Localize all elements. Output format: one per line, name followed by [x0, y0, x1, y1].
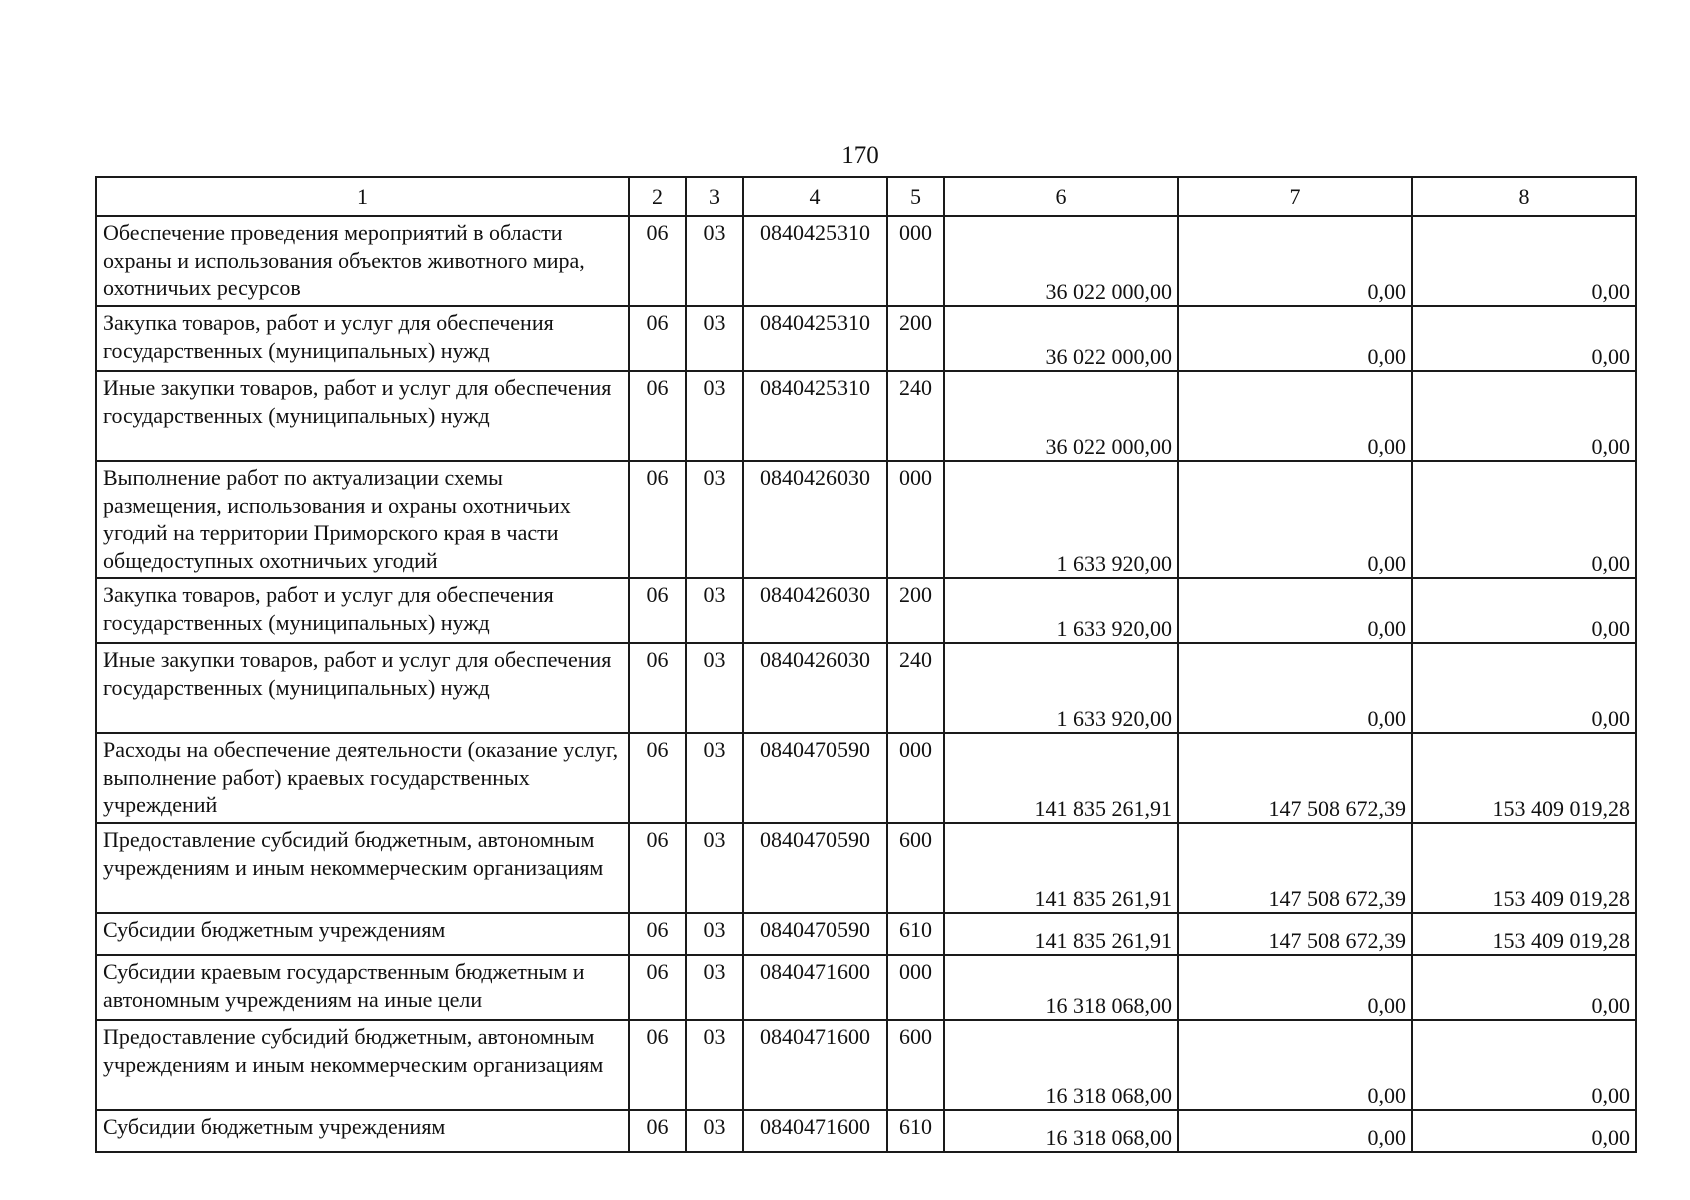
expense-type-cell: 000: [887, 733, 944, 823]
row-name-cell: Иные закупки товаров, работ и услуг для обеспечения государственных (муниципальных) нужд: [96, 371, 629, 461]
target-article-cell: 0840471600: [743, 955, 887, 1020]
amount-col6-cell: 16 318 068,00: [944, 1020, 1178, 1110]
amount-col6-cell: 141 835 261,91: [944, 913, 1178, 955]
expense-type-cell: 610: [887, 913, 944, 955]
expense-type-cell: 200: [887, 578, 944, 643]
table-row: [96, 643, 1636, 733]
amount-col6-cell: 36 022 000,00: [944, 371, 1178, 461]
amount-col8-cell: 0,00: [1412, 371, 1636, 461]
table-header-row: [96, 177, 1636, 216]
amount-col7-cell: 147 508 672,39: [1178, 823, 1412, 913]
amount-col8-cell: 0,00: [1412, 955, 1636, 1020]
target-article-cell: 0840470590: [743, 823, 887, 913]
amount-col8-cell: 0,00: [1412, 1110, 1636, 1152]
amount-col8-cell: 0,00: [1412, 216, 1636, 306]
target-article-cell: 0840425310: [743, 306, 887, 371]
podrazdel-cell: 03: [686, 306, 743, 371]
razdel-cell: 06: [629, 216, 686, 306]
podrazdel-cell: 03: [686, 823, 743, 913]
razdel-cell: 06: [629, 643, 686, 733]
target-article-cell: 0840426030: [743, 461, 887, 578]
amount-col6-cell: 1 633 920,00: [944, 643, 1178, 733]
table-row: [96, 216, 1636, 306]
razdel-cell: 06: [629, 371, 686, 461]
row-name-cell: Расходы на обеспечение деятельности (оказание услуг, выполнение работ) краевых государственных учреждений: [96, 733, 629, 823]
row-name-cell: Субсидии краевым государственным бюджетным и автономным учреждениям на иные цели: [96, 955, 629, 1020]
row-name-cell: Предоставление субсидий бюджетным, автономным учреждениям и иным некоммерческим организациям: [96, 1020, 629, 1110]
expense-type-cell: 000: [887, 461, 944, 578]
column-header: 7: [1178, 177, 1412, 216]
expense-type-cell: 240: [887, 643, 944, 733]
table-row: [96, 823, 1636, 913]
amount-col7-cell: 0,00: [1178, 1020, 1412, 1110]
amount-col8-cell: 0,00: [1412, 306, 1636, 371]
table-row: [96, 955, 1636, 1020]
expense-type-cell: 200: [887, 306, 944, 371]
amount-col7-cell: 0,00: [1178, 578, 1412, 643]
target-article-cell: 0840470590: [743, 733, 887, 823]
amount-col8-cell: 0,00: [1412, 578, 1636, 643]
podrazdel-cell: 03: [686, 371, 743, 461]
amount-col8-cell: 153 409 019,28: [1412, 733, 1636, 823]
column-header: 6: [944, 177, 1178, 216]
amount-col7-cell: 147 508 672,39: [1178, 913, 1412, 955]
column-header: 3: [686, 177, 743, 216]
podrazdel-cell: 03: [686, 1110, 743, 1152]
target-article-cell: 0840471600: [743, 1020, 887, 1110]
amount-col7-cell: 0,00: [1178, 216, 1412, 306]
column-header: 2: [629, 177, 686, 216]
amount-col7-cell: 147 508 672,39: [1178, 733, 1412, 823]
amount-col7-cell: 0,00: [1178, 461, 1412, 578]
amount-col6-cell: 141 835 261,91: [944, 823, 1178, 913]
target-article-cell: 0840471600: [743, 1110, 887, 1152]
amount-col8-cell: 0,00: [1412, 643, 1636, 733]
amount-col6-cell: 1 633 920,00: [944, 578, 1178, 643]
table-row: [96, 913, 1636, 955]
razdel-cell: 06: [629, 823, 686, 913]
target-article-cell: 0840426030: [743, 578, 887, 643]
budget-table: [95, 176, 1637, 1153]
table-row: [96, 371, 1636, 461]
razdel-cell: 06: [629, 913, 686, 955]
table-row: [96, 578, 1636, 643]
amount-col8-cell: 0,00: [1412, 461, 1636, 578]
podrazdel-cell: 03: [686, 578, 743, 643]
amount-col6-cell: 36 022 000,00: [944, 216, 1178, 306]
amount-col7-cell: 0,00: [1178, 306, 1412, 371]
row-name-cell: Субсидии бюджетным учреждениям: [96, 913, 629, 955]
column-header: 8: [1412, 177, 1636, 216]
expense-type-cell: 610: [887, 1110, 944, 1152]
podrazdel-cell: 03: [686, 733, 743, 823]
amount-col6-cell: 16 318 068,00: [944, 1110, 1178, 1152]
amount-col7-cell: 0,00: [1178, 643, 1412, 733]
row-name-cell: Обеспечение проведения мероприятий в области охраны и использования объектов животного мира, охотничьих ресурсов: [96, 216, 629, 306]
column-header: 5: [887, 177, 944, 216]
podrazdel-cell: 03: [686, 461, 743, 578]
amount-col6-cell: 16 318 068,00: [944, 955, 1178, 1020]
expense-type-cell: 600: [887, 823, 944, 913]
row-name-cell: Предоставление субсидий бюджетным, автономным учреждениям и иным некоммерческим организациям: [96, 823, 629, 913]
table-row: [96, 733, 1636, 823]
podrazdel-cell: 03: [686, 1020, 743, 1110]
row-name-cell: Закупка товаров, работ и услуг для обеспечения государственных (муниципальных) нужд: [96, 306, 629, 371]
amount-col6-cell: 1 633 920,00: [944, 461, 1178, 578]
column-header: 4: [743, 177, 887, 216]
razdel-cell: 06: [629, 733, 686, 823]
row-name-cell: Выполнение работ по актуализации схемы размещения, использования и охраны охотничьих угодий на территории Приморского края в части общедоступных охотничьих угодий: [96, 461, 629, 578]
razdel-cell: 06: [629, 1020, 686, 1110]
razdel-cell: 06: [629, 955, 686, 1020]
razdel-cell: 06: [629, 461, 686, 578]
amount-col7-cell: 0,00: [1178, 371, 1412, 461]
target-article-cell: 0840470590: [743, 913, 887, 955]
amount-col7-cell: 0,00: [1178, 955, 1412, 1020]
table-row: [96, 1020, 1636, 1110]
page-number: 170: [841, 142, 879, 169]
amount-col8-cell: 153 409 019,28: [1412, 823, 1636, 913]
table-row: [96, 1110, 1636, 1152]
podrazdel-cell: 03: [686, 643, 743, 733]
expense-type-cell: 000: [887, 216, 944, 306]
table-row: [96, 461, 1636, 578]
podrazdel-cell: 03: [686, 955, 743, 1020]
podrazdel-cell: 03: [686, 216, 743, 306]
amount-col6-cell: 141 835 261,91: [944, 733, 1178, 823]
table-row: [96, 306, 1636, 371]
column-header: 1: [96, 177, 629, 216]
target-article-cell: 0840425310: [743, 216, 887, 306]
expense-type-cell: 600: [887, 1020, 944, 1110]
podrazdel-cell: 03: [686, 913, 743, 955]
amount-col8-cell: 0,00: [1412, 1020, 1636, 1110]
expense-type-cell: 000: [887, 955, 944, 1020]
row-name-cell: Иные закупки товаров, работ и услуг для обеспечения государственных (муниципальных) нужд: [96, 643, 629, 733]
razdel-cell: 06: [629, 1110, 686, 1152]
target-article-cell: 0840426030: [743, 643, 887, 733]
razdel-cell: 06: [629, 578, 686, 643]
row-name-cell: Закупка товаров, работ и услуг для обеспечения государственных (муниципальных) нужд: [96, 578, 629, 643]
razdel-cell: 06: [629, 306, 686, 371]
expense-type-cell: 240: [887, 371, 944, 461]
target-article-cell: 0840425310: [743, 371, 887, 461]
row-name-cell: Субсидии бюджетным учреждениям: [96, 1110, 629, 1152]
amount-col8-cell: 153 409 019,28: [1412, 913, 1636, 955]
amount-col7-cell: 0,00: [1178, 1110, 1412, 1152]
amount-col6-cell: 36 022 000,00: [944, 306, 1178, 371]
